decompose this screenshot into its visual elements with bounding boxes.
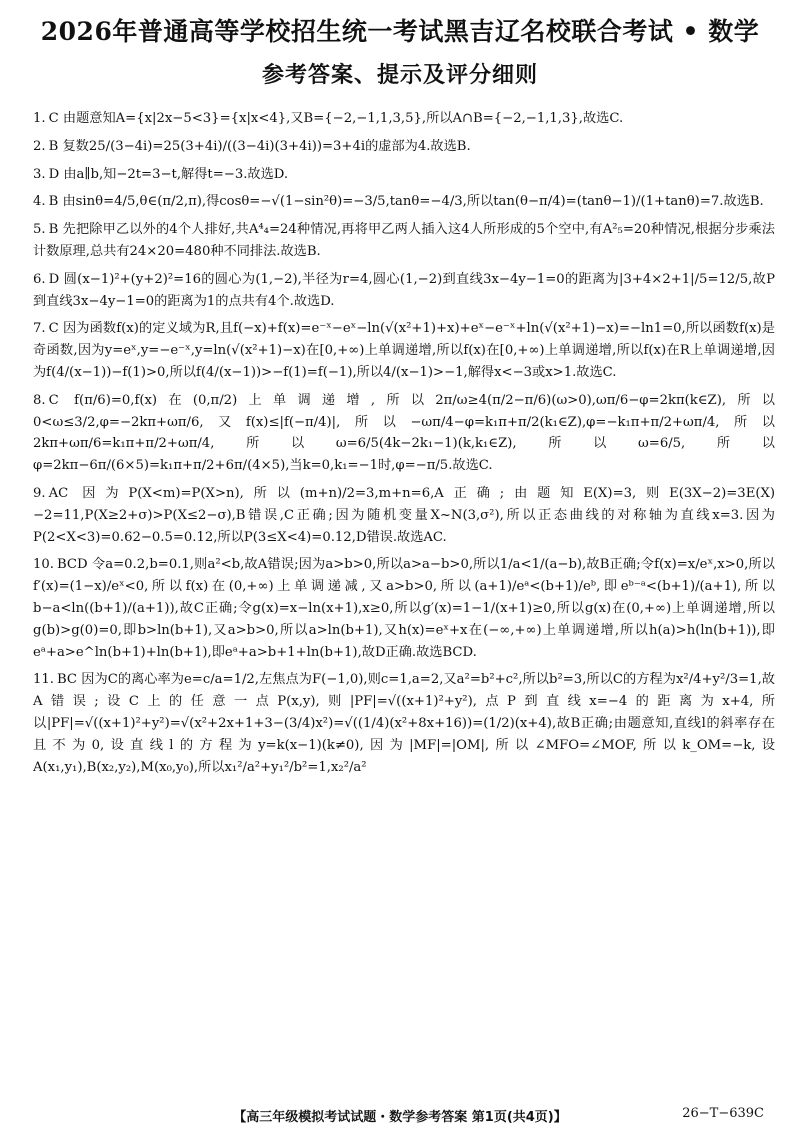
page-title: 2026年普通高等学校招生统一考试黑吉辽名校联合考试 • 数学 bbox=[40, 17, 760, 46]
answer-item: 8. C f(π/6)=0,f(x)在(0,π/2)上单调递增,所以2π/ω≥4(π/2−π/6)(ω>0),ωπ/6−φ=2kπ(k∈Z),所以0<ω≤3/2,φ=−2kπ+ωπ/6,又f(x)≤|f(−π/4)|,所以−ωπ/4−φ=k₁π+π/2(k₁∈Z),φ=−k₁π+π/2+ωπ/4,所以2kπ+ωπ/6=k₁π+π/2+ωπ/4,所以ω=6/5(4k−2k₁−1)(k,k₁∈Z),所以ω=6/5,所以φ=2kπ−6π/(6×5)=k₁π+π/2+6π/(4×5),当k=0,k₁=−1时,φ=−π/5.故选C. bbox=[33, 392, 775, 474]
answer-item: 10. BCD 令a=0.2,b=0.1,则a²<b,故A错误;因为a>b>0,所以a>a−b>0,所以1/a<1/(a−b),故B正确;令f(x)=x/eˣ,x>0,所以f′(x)=(1−x)/eˣ<0,所以f(x)在(0,+∞)上单调递减,又a>b>0,所以(a+1)/eᵃ<(b+1)/eᵇ,即eᵇ⁻ᵃ<(b+1)/(a+1),所以b−a<ln((b+1)/(a+1)),故C正确;令g(x)=x−ln(x+1),x≥0,所以g′(x)=1−1/(x+1)≥0,所以g(x)在(0,+∞)上单调递增,所以g(b)>g(0)=0,即b>ln(b+1),又a>b>0,所以a>ln(b+1),又h(x)=eˣ+x在(−∞,+∞)上单调递增,所以h(a)>h(ln(b+1)),即eᵃ+a>e^ln(b+1)+ln(b+1),即eᵃ+a>b+1+ln(b+1),故D正确.故选BCD. bbox=[33, 557, 775, 660]
page-subtitle: 参考答案、提示及评分细则 bbox=[261, 63, 538, 88]
footer-page-info: 【高三年级模拟考试试题・数学参考答案 第1页(共4页)】 bbox=[233, 1110, 567, 1125]
answer-item: 7. C 因为函数f(x)的定义域为R,且f(−x)+f(x)=e⁻ˣ−eˣ−ln(√(x²+1)+x)+eˣ−e⁻ˣ+ln(√(x²+1)−x)=−ln1=0,所以函数f(x)是奇函数,因为y=eˣ,y=−e⁻ˣ,y=ln(√(x²+1)−x)在[0,+∞)上单调递增,所以f(x)在[0,+∞)上单调递增,所以f(x)在R上单调递增,因为f(4/(x−1))−f(1)>0,所以f(4/(x−1))>−f(1)=f(−1),所以4/(x−1)>−1,解得x<−3或x>1.故选C. bbox=[33, 321, 775, 380]
answers-body bbox=[33, 108, 775, 784]
answer-item: 1. C 由题意知A={x|2x−5<3}={x|x<4},又B={−2,−1,1,3,5},所以A∩B={−2,−1,1,3},故选C. bbox=[33, 111, 624, 126]
answer-item: 5. B 先把除甲乙以外的4个人排好,共A⁴₄=24种情况,再将甲乙两人插入这4人所形成的5个空中,有A²₅=20种情况,根据分步乘法计数原理,总共有24×20=480种不同排法.故选B. bbox=[33, 222, 775, 259]
answer-item: 4. B 由sinθ=4/5,θ∈(π/2,π),得cosθ=−√(1−sin²θ)=−3/5,tanθ=−4/3,所以tan(θ−π/4)=(tanθ−1)/(1+tanθ)=7.故选B. bbox=[33, 194, 764, 210]
answer-item: 6. D 圆(x−1)²+(y+2)²=16的圆心为(1,−2),半径为r=4,圆心(1,−2)到直线3x−4y−1=0的距离为|3+4×2+1|/5=12/5,故P到直线3x−4y−1=0的距离为1的点共有4个.故选D. bbox=[33, 271, 775, 309]
answer-item: 11. BC 因为C的离心率为e=c/a=1/2,左焦点为F(−1,0),则c=1,a=2,又a²=b²+c²,所以b²=3,所以C的方程为x²/4+y²/3=1,故A错误;设C上的任意一点P(x,y),则|PF|=√((x+1)²+y²),点P到直线x=−4的距离为x+4,所以|PF|=√((x+1)²+y²)=√(x²+2x+1+3−(3/4)x²)=√((1/4)(x²+8x+16))=(1/2)(x+4),故B正确;由题意知,直线l的斜率存在且不为0,设直线l的方程为y=k(x−1)(k≠0),因为|MF|=|OM|,所以∠MFO=∠MOF,所以k_OM=−k,设A(x₁,y₁),B(x₂,y₂),M(x₀,y₀),所以x₁²/a²+y₁²/b²=1,x₂²/a² bbox=[33, 672, 775, 775]
footer-exam-code: 26−T−639C bbox=[682, 1106, 764, 1121]
answer-item: 9. AC 因为P(X<m)=P(X>n),所以(m+n)/2=3,m+n=6,A正确;由题知E(X)=3,则E(3X−2)=3E(X)−2=11,P(X≥2+σ)>P(X≤2−σ),B错误,C正确;因为随机变量X~N(3,σ²),所以正态曲线的对称轴为直线x=3.因为P(2<X<3)=0.62−0.5=0.12,所以P(3≤X<4)=0.12,D错误.故选AC. bbox=[33, 485, 775, 545]
answer-item: 3. D 由a∥b,知−2t=3−t,解得t=−3.故选D. bbox=[33, 166, 289, 182]
answer-item: 2. B 复数25/(3−4i)=25(3+4i)/((3−4i)(3+4i))=3+4i的虚部为4.故选B. bbox=[33, 138, 471, 154]
page-footer bbox=[0, 1104, 800, 1128]
